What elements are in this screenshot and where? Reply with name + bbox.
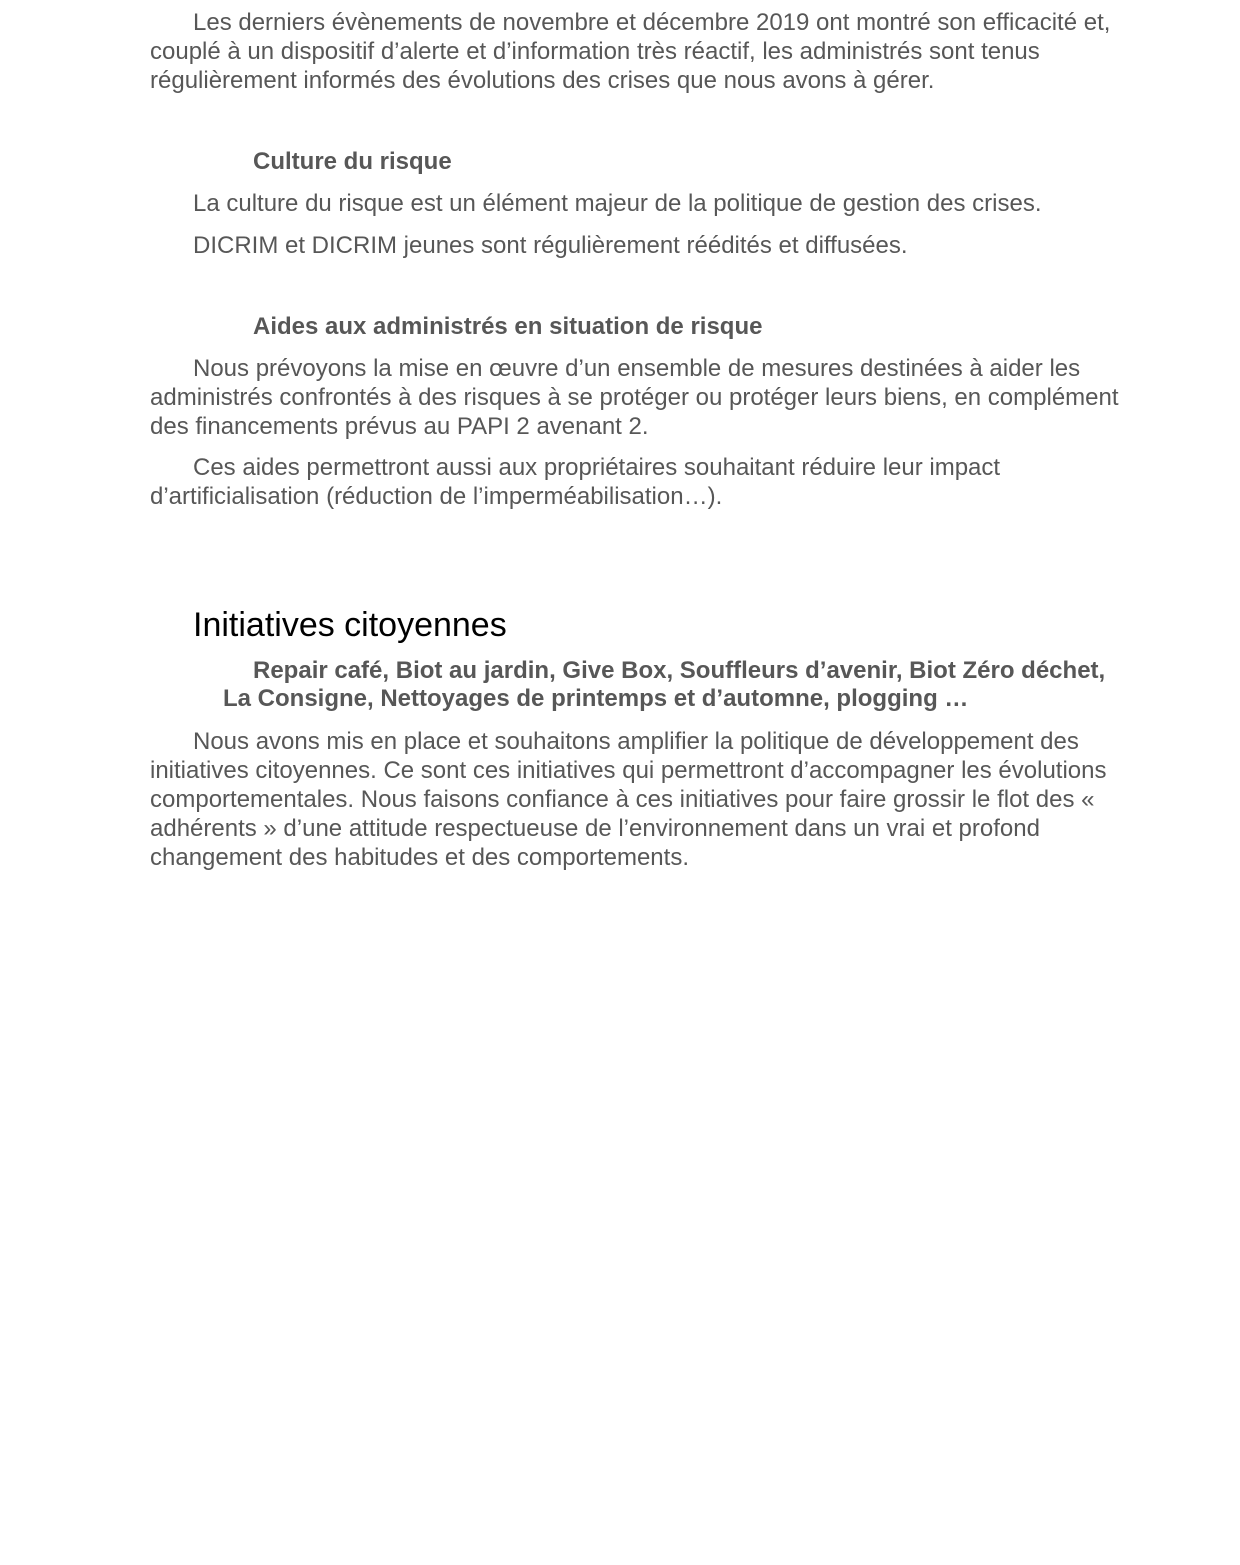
aides-paragraph-1: Nous prévoyons la mise en œuvre d’un ensemble de mesures destinées à aider les administrés confrontés à des risques à se protéger ou protéger leurs biens, en complément des financements prévus au PAPI 2 avenant 2.	[150, 355, 1119, 440]
aides-heading: Aides aux administrés en situation de risque	[253, 313, 763, 340]
initiatives-paragraph: Nous avons mis en place et souhaitons amplifier la politique de développement des initiatives citoyennes. Ce sont ces initiatives qui permettront d’accompagner les évolutions comportementales. Nous faisons confiance à ces initiatives pour faire grossir le flot des « adhérents » d’une attitude respectueuse de l’environnement dans un vrai et profond changement des habitudes et des comportements.	[150, 728, 1107, 871]
culture-heading: Culture du risque	[253, 148, 452, 175]
initiatives-heading: Initiatives citoyennes	[193, 606, 507, 644]
aides-paragraph-2: Ces aides permettront aussi aux propriétaires souhaitant réduire leur impact d’artificialisation (réduction de l’imperméabilisation…).	[150, 454, 1001, 510]
culture-paragraph-2: DICRIM et DICRIM jeunes sont régulièrement réédités et diffusées.	[193, 232, 908, 259]
culture-paragraph-1: La culture du risque est un élément majeur de la politique de gestion des crises.	[193, 190, 1042, 217]
initiatives-subheading-line-1: Repair café, Biot au jardin, Give Box, Souffleurs d’avenir, Biot Zéro déchet,	[253, 657, 1106, 684]
intro-paragraph: Les derniers évènements de novembre et décembre 2019 ont montré son efficacité et, couplé à un dispositif d’alerte et d’information très réactif, les administrés sont tenus régulièrement informés des évolutions des crises que nous avons à gérer.	[150, 9, 1111, 94]
initiatives-subheading-line-2: La Consigne, Nettoyages de printemps et d’automne, plogging …	[223, 685, 969, 712]
